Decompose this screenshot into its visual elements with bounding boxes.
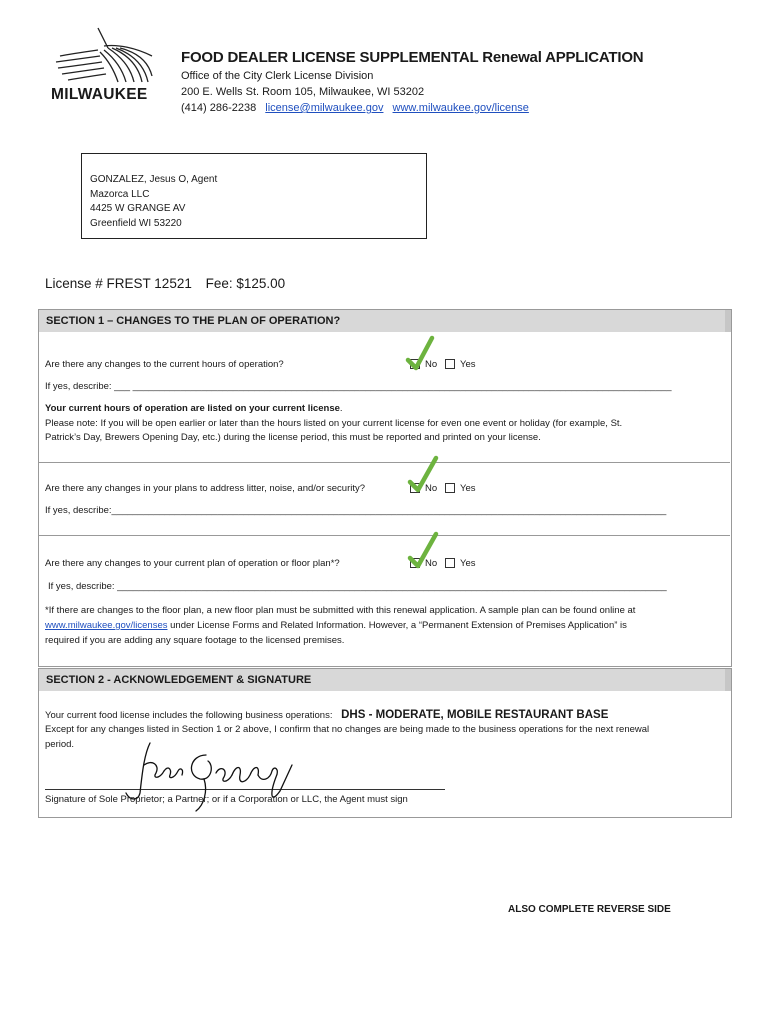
license-number: License # FREST 12521 (45, 276, 192, 291)
confirm-line-2: period. (45, 739, 75, 750)
licenses-link[interactable]: www.milwaukee.gov/licenses (45, 620, 168, 631)
q1-note-line-1: Please note: If you will be open earlier or later than the hours listed on your current license for even one event or holiday (for example, St. (45, 418, 623, 429)
contact-line (181, 102, 529, 114)
operations-line (45, 709, 608, 721)
milwaukee-logo (48, 26, 158, 104)
q2-question: Are there any changes in your plans to address litter, noise, and/or security? (45, 483, 366, 494)
signature-caption: Signature of Sole Proprietor; a Partner; or if a Corporation or LLC, the Agent must sign (45, 794, 408, 805)
form-title: FOOD DEALER LICENSE SUPPLEMENTAL Renewal APPLICATION (181, 49, 644, 66)
q1-yes-label: Yes (460, 359, 476, 370)
q2-describe-line[interactable]: If yes, describe:_________________________________________________________________________________________________________ (45, 505, 667, 516)
reverse-side-note: ALSO COMPLETE REVERSE SIDE (508, 904, 671, 915)
office-name: Office of the City Clerk License Division (181, 70, 374, 82)
q3-note-line-2: www.milwaukee.gov/licenses under License Forms and Related Information. However, a “Permanent Extension of Premises Application” is (45, 620, 627, 631)
q1-note-line-2: Patrick’s Day, Brewers Opening Day, etc.) during the license period, this must be reported and printed on your license. (45, 432, 541, 443)
section-2-scrollbar (725, 669, 731, 691)
q1-checkmark-icon (404, 334, 438, 374)
q3-yes-label: Yes (460, 558, 476, 569)
logo-text: MILWAUKEE (51, 86, 148, 103)
q3-describe-line[interactable]: If yes, describe: ________________________________________________________________________________________________________ (48, 581, 667, 592)
confirm-line-1: Except for any changes listed in Section 1 or 2 above, I confirm that no changes are being made to the business operations for the next renewal (45, 724, 650, 735)
addressee-line-4: Greenfield WI 53220 (90, 218, 182, 229)
phone-number: (414) 286-2238 (181, 102, 257, 114)
section-1-divider-1 (38, 462, 730, 463)
q3-note-line-3: required if you are adding any square footage to the licensed premises. (45, 635, 345, 646)
operations-label: Your current food license includes the following business operations: (45, 710, 333, 721)
section-1-title: SECTION 1 – CHANGES TO THE PLAN OF OPERATION? (39, 310, 731, 332)
q2-yes-checkbox[interactable] (445, 483, 455, 493)
q3-question: Are there any changes to your current plan of operation or floor plan*? (45, 558, 340, 569)
email-link[interactable]: license@milwaukee.gov (265, 102, 384, 114)
q3-note-line-1: *If there are changes to the floor plan, a new floor plan must be submitted with this renewal application. A sample plan can be found online at (45, 605, 636, 616)
q2-no-label: No (425, 483, 438, 494)
q1-question: Are there any changes to the current hours of operation? (45, 359, 284, 370)
operations-value: DHS - MODERATE, MOBILE RESTAURANT BASE (341, 709, 609, 721)
section-1-scrollbar (725, 310, 731, 332)
addressee-line-3: 4425 W GRANGE AV (90, 203, 186, 214)
section-2-title: SECTION 2 - ACKNOWLEDGEMENT & SIGNATURE (39, 669, 731, 691)
q1-note-bold: Your current hours of operation are listed on your current license. (45, 403, 343, 414)
addressee-line-2: Mazorca LLC (90, 189, 150, 200)
q1-yes-checkbox[interactable] (445, 359, 455, 369)
q3-no-label: No (425, 558, 438, 569)
license-line (45, 276, 285, 291)
q2-yes-label: Yes (460, 483, 476, 494)
q3-checkmark-icon (406, 530, 440, 570)
section-1-divider-2 (38, 535, 730, 536)
website-link[interactable]: www.milwaukee.gov/license (392, 102, 529, 114)
q3-yes-checkbox[interactable] (445, 558, 455, 568)
license-fee: Fee: $125.00 (205, 276, 286, 291)
addressee-line-1: GONZALEZ, Jesus O, Agent (90, 174, 218, 185)
office-address: 200 E. Wells St. Room 105, Milwaukee, WI 53202 (181, 86, 425, 98)
q1-no-label: No (425, 359, 438, 370)
q2-checkmark-icon (406, 454, 440, 494)
q1-describe-line[interactable]: If yes, describe: ___ ______________________________________________________________________________________________________ (45, 381, 672, 392)
